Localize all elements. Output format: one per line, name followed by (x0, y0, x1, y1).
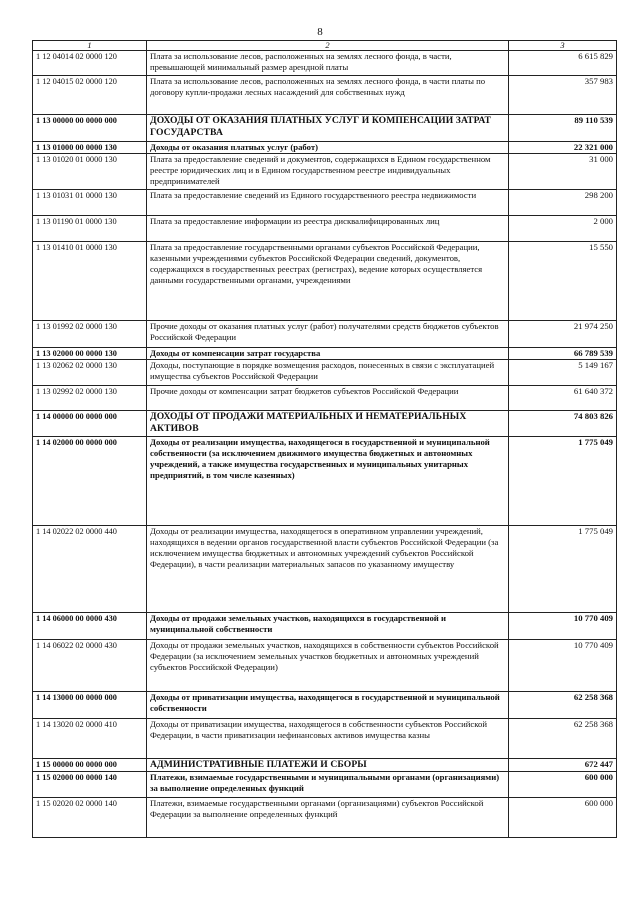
revenue-table (32, 40, 617, 838)
table-row (33, 640, 617, 692)
amount-cell: 21 974 250 (509, 321, 617, 348)
budget-code-cell: 1 14 06022 02 0000 430 (33, 640, 147, 692)
budget-code-cell: 1 13 00000 00 0000 000 (33, 115, 147, 142)
revenue-description-cell: Доходы от продажи земельных участков, находящихся в государственной и муниципальной собственности (147, 613, 509, 640)
budget-code-cell: 1 12 04014 02 0000 120 (33, 51, 147, 76)
revenue-description-cell: Плата за использование лесов, расположенных на землях лесного фонда, в части платы по договору купли-продажи лесных насаждений для собственных нужд (147, 76, 509, 115)
revenue-description-cell: Доходы, поступающие в порядке возмещения расходов, понесенных в связи с эксплуатацией имущества субъектов Российской Федерации (147, 360, 509, 386)
budget-code-cell: 1 14 06000 00 0000 430 (33, 613, 147, 640)
budget-code-cell: 1 14 02022 02 0000 440 (33, 526, 147, 613)
table-row (33, 360, 617, 386)
amount-cell: 66 789 539 (509, 348, 617, 360)
budget-code-cell: 1 15 02000 00 0000 140 (33, 772, 147, 798)
column-number: 1 (33, 41, 147, 51)
budget-code-cell: 1 13 01020 01 0000 130 (33, 154, 147, 190)
revenue-description-cell: ДОХОДЫ ОТ ПРОДАЖИ МАТЕРИАЛЬНЫХ И НЕМАТЕРИАЛЬНЫХ АКТИВОВ (147, 411, 509, 437)
amount-cell: 89 110 539 (509, 115, 617, 142)
amount-cell: 357 983 (509, 76, 617, 115)
amount-cell: 600 000 (509, 772, 617, 798)
amount-cell: 62 258 368 (509, 692, 617, 719)
revenue-table-body (33, 41, 617, 838)
budget-code-cell: 1 13 02062 02 0000 130 (33, 360, 147, 386)
table-row (33, 692, 617, 719)
amount-cell: 1 775 049 (509, 526, 617, 613)
page-number: 8 (317, 26, 323, 38)
amount-cell: 5 149 167 (509, 360, 617, 386)
budget-code-cell: 1 14 02000 00 0000 000 (33, 437, 147, 526)
amount-cell: 10 770 409 (509, 640, 617, 692)
revenue-description-cell: АДМИНИСТРАТИВНЫЕ ПЛАТЕЖИ И СБОРЫ (147, 759, 509, 772)
table-row (33, 76, 617, 115)
budget-code-cell: 1 15 02020 02 0000 140 (33, 798, 147, 838)
amount-cell: 2 000 (509, 216, 617, 242)
revenue-description-cell: ДОХОДЫ ОТ ОКАЗАНИЯ ПЛАТНЫХ УСЛУГ И КОМПЕНСАЦИИ ЗАТРАТ ГОСУДАРСТВА (147, 115, 509, 142)
budget-code-cell: 1 13 01000 00 0000 130 (33, 142, 147, 154)
budget-code-cell: 1 12 04015 02 0000 120 (33, 76, 147, 115)
column-number-row (33, 41, 617, 51)
table-row (33, 798, 617, 838)
table-row (33, 759, 617, 772)
budget-code-cell: 1 13 01410 01 0000 130 (33, 242, 147, 321)
revenue-description-cell: Платежи, взимаемые государственными и муниципальными органами (организациями) за выполнение определенных функций (147, 772, 509, 798)
revenue-description-cell: Плата за предоставление государственными органами субъектов Российской Федерации, казенными учреждениями субъектов Российской Федерации сведений, документов, содержащихся в государственных реестрах (регистрах), ведение которых осуществляется данными государственными органами, учреждениями (147, 242, 509, 321)
budget-code-cell: 1 14 13020 02 0000 410 (33, 719, 147, 759)
table-row (33, 613, 617, 640)
column-number: 2 (147, 41, 509, 51)
revenue-description-cell: Платежи, взимаемые государственными органами (организациями) субъектов Российской Федерации за выполнение определенных функций (147, 798, 509, 838)
table-row (33, 526, 617, 613)
amount-cell: 1 775 049 (509, 437, 617, 526)
budget-code-cell: 1 13 01190 01 0000 130 (33, 216, 147, 242)
budget-code-cell: 1 14 00000 00 0000 000 (33, 411, 147, 437)
amount-cell: 10 770 409 (509, 613, 617, 640)
table-row (33, 719, 617, 759)
amount-cell: 62 258 368 (509, 719, 617, 759)
revenue-description-cell: Прочие доходы от оказания платных услуг (работ) получателями средств бюджетов субъектов Российской Федерации (147, 321, 509, 348)
table-row (33, 321, 617, 348)
revenue-description-cell: Доходы от оказания платных услуг (работ) (147, 142, 509, 154)
amount-cell: 74 803 826 (509, 411, 617, 437)
table-row (33, 386, 617, 411)
amount-cell: 15 550 (509, 242, 617, 321)
amount-cell: 31 000 (509, 154, 617, 190)
revenue-description-cell: Доходы от продажи земельных участков, находящихся в собственности субъектов Российской Федерации (за исключением земельных участков бюджетных и автономных учреждений субъектов Российской Федерации) (147, 640, 509, 692)
table-row (33, 772, 617, 798)
amount-cell: 298 200 (509, 190, 617, 216)
table-row (33, 142, 617, 154)
revenue-description-cell: Плата за предоставление сведений из Единого государственного реестра недвижимости (147, 190, 509, 216)
table-row (33, 115, 617, 142)
table-row (33, 411, 617, 437)
budget-code-cell: 1 15 00000 00 0000 000 (33, 759, 147, 772)
amount-cell: 672 447 (509, 759, 617, 772)
revenue-description-cell: Доходы от реализации имущества, находящегося в государственной и муниципальной собственности (за исключением движимого имущества бюджетных и автономных учреждений, а также имущества государственных и муниципальных унитарных предприятий, в том числе казенных) (147, 437, 509, 526)
budget-code-cell: 1 13 02000 00 0000 130 (33, 348, 147, 360)
budget-code-cell: 1 14 13000 00 0000 000 (33, 692, 147, 719)
amount-cell: 600 000 (509, 798, 617, 838)
table-row (33, 216, 617, 242)
revenue-description-cell: Плата за предоставление сведений и документов, содержащихся в Едином государственном реестре юридических лиц и в Едином государственном реестре индивидуальных предпринимателей (147, 154, 509, 190)
table-row (33, 51, 617, 76)
budget-code-cell: 1 13 02992 02 0000 130 (33, 386, 147, 411)
table-row (33, 190, 617, 216)
revenue-description-cell: Плата за предоставление информации из реестра дисквалифицированных лиц (147, 216, 509, 242)
table-row (33, 348, 617, 360)
revenue-description-cell: Плата за использование лесов, расположенных на землях лесного фонда, в части, превышающей минимальный размер арендной платы (147, 51, 509, 76)
table-row (33, 437, 617, 526)
column-number: 3 (509, 41, 617, 51)
revenue-description-cell: Доходы от приватизации имущества, находящегося в собственности субъектов Российской Федерации, в части приватизации нефинансовых активов имущества казны (147, 719, 509, 759)
table-row (33, 154, 617, 190)
budget-code-cell: 1 13 01031 01 0000 130 (33, 190, 147, 216)
budget-code-cell: 1 13 01992 02 0000 130 (33, 321, 147, 348)
revenue-description-cell: Доходы от приватизации имущества, находящегося в государственной и муниципальной собственности (147, 692, 509, 719)
table-row (33, 242, 617, 321)
amount-cell: 61 640 372 (509, 386, 617, 411)
revenue-description-cell: Доходы от реализации имущества, находящегося в оперативном управлении учреждений, находящихся в ведении органов государственной власти субъектов Российской Федерации (за исключением имущества бюджетных и автономных учреждений субъектов Российской Федерации), в части реализации материальных запасов по указанному имуществу (147, 526, 509, 613)
revenue-description-cell: Прочие доходы от компенсации затрат бюджетов субъектов Российской Федерации (147, 386, 509, 411)
revenue-description-cell: Доходы от компенсации затрат государства (147, 348, 509, 360)
amount-cell: 6 615 829 (509, 51, 617, 76)
amount-cell: 22 321 000 (509, 142, 617, 154)
